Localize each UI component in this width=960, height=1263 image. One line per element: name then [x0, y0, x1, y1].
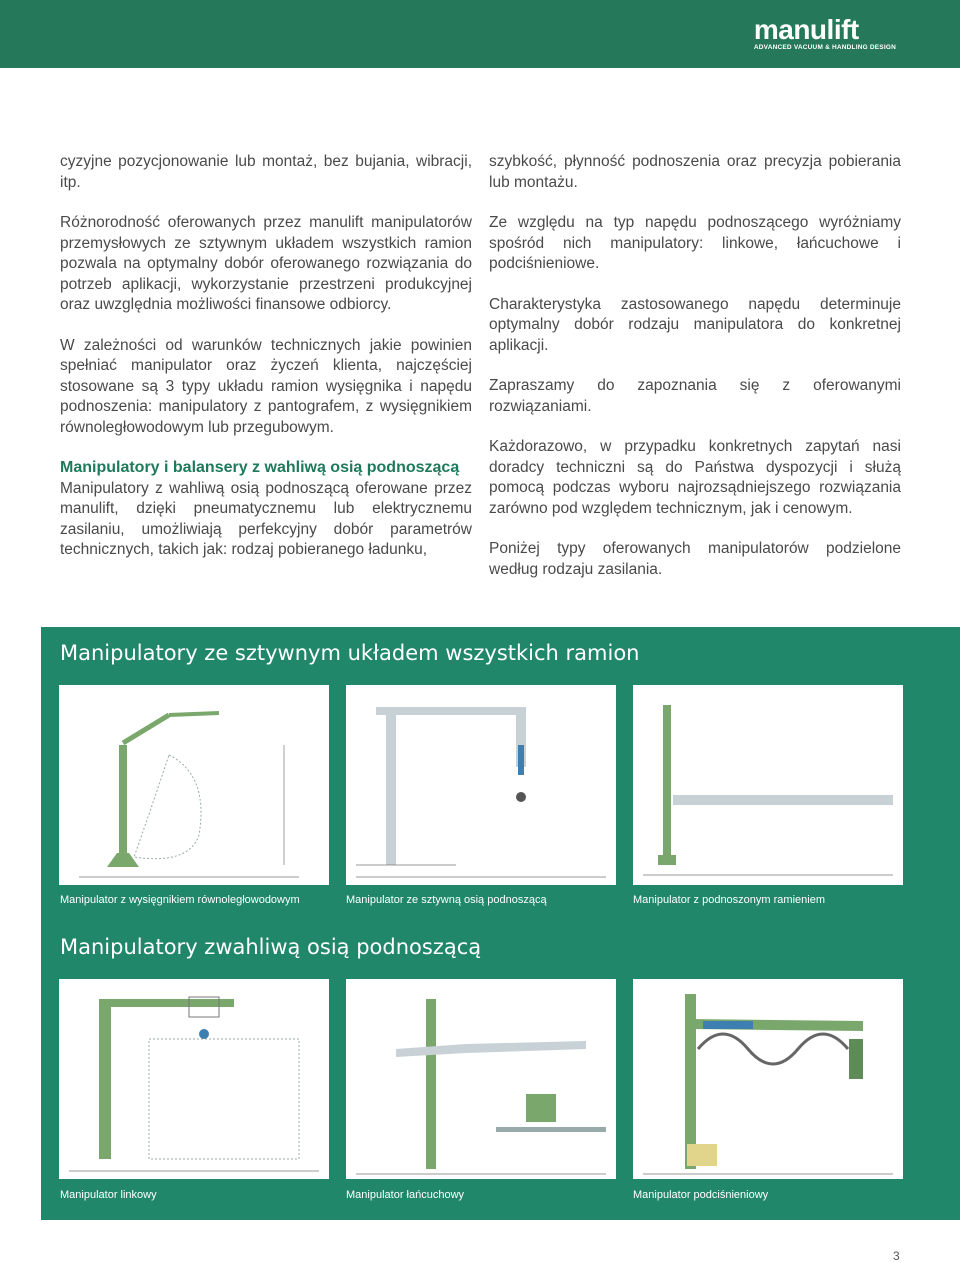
paragraph: Manipulatory z wahliwą osią podnoszącą oferowane przez manulift, dzięki pneumatycznemu lub elektrycznemu zasilaniu, umożliwiają perfekcyjny dobór parametrów technicznych, takich jak: rodzaj pobieranego ładunku, [60, 479, 472, 558]
logo-wordmark: manulift [753, 14, 859, 45]
drawing-chain-manipulator [346, 979, 616, 1179]
drawing-parallel-arm-manipulator [59, 685, 329, 885]
paragraph: Każdorazowo, w przypadku konkretnych zapytań nasi doradcy techniczni są do Państwa dyspozycji i służą pomocą podczas wyboru najrozsądniejszego rozwiązania zarówno pod względem technicznym, jak i cenowym. [489, 438, 901, 517]
figure-caption: Manipulator z wysięgnikiem równoległowodowym [60, 894, 300, 906]
paragraph: Zapraszamy do zapoznania się z oferowanymi rozwiązaniami. [489, 377, 901, 415]
drawing-rigid-axis-manipulator [346, 685, 616, 885]
panel-heading-rigid: Manipulatory ze sztywnym układem wszystkich ramion [60, 641, 640, 665]
panel-heading-swinging: Manipulatory zwahliwą osią podnoszącą [60, 935, 482, 959]
figure-caption: Manipulator ze sztywną osią podnoszącą [346, 894, 547, 906]
logo-tagline: ADVANCED VACUUM & HANDLING DESIGN [753, 44, 896, 51]
section-subheading: Manipulatory i balansery z wahliwą osią podnoszącą [60, 459, 460, 476]
paragraph: Poniżej typy oferowanych manipulatorów podzielone według rodzaju zasilania. [489, 540, 901, 578]
page-number: 3 [893, 1249, 900, 1263]
manulift-logo [753, 14, 896, 51]
paragraph: Charakterystyka zastosowanego napędu determinuje optymalny dobór rodzaju manipulatora do konkretnej aplikacji. [489, 295, 901, 354]
paragraph: cyzyjne pozycjonowanie lub montaż, bez bujania, wibracji, itp. [60, 153, 472, 191]
manipulator-types-panel [41, 627, 960, 1220]
figure-caption: Manipulator łańcuchowy [346, 1189, 465, 1201]
drawing-vacuum-manipulator [633, 979, 903, 1179]
paragraph: Różnorodność oferowanych przez manulift manipulatorów przemysłowych ze sztywnym układem wszystkich ramion pozwala na optymalny dobór oferowanego rozwiązania do potrzeb aplikacji, wykorzystanie przestrzeni produkcyjnej oraz uwzględnia możliwości finansowe odbiorcy. [60, 214, 472, 313]
paragraph: Ze względu na typ napędu podnoszącego wyróżniamy spośród nich manipulatory: linkowe, łańcuchowe i podciśnieniowe. [489, 214, 901, 272]
figure-caption: Manipulator linkowy [60, 1189, 157, 1201]
paragraph: szybkość, płynność podnoszenia oraz precyzja pobierania lub montażu. [489, 153, 901, 191]
paragraph: W zależności od warunków technicznych jakie powinien spełniać manipulator oraz życzeń klienta, najczęściej stosowane są 3 typy układu ramion wysięgnika i napędu podnoszenia: manipulatory z pantografem, z wysięgnikiem równoległowodowym lub przegubowym. [60, 336, 472, 436]
left-column [60, 152, 472, 581]
drawing-lifting-arm-manipulator [633, 685, 903, 885]
figure-caption: Manipulator z podnoszonym ramieniem [633, 894, 825, 906]
header-bar [0, 0, 960, 68]
right-column [489, 152, 901, 600]
figure-caption: Manipulator podciśnieniowy [633, 1189, 769, 1201]
drawing-cable-manipulator [59, 979, 329, 1179]
